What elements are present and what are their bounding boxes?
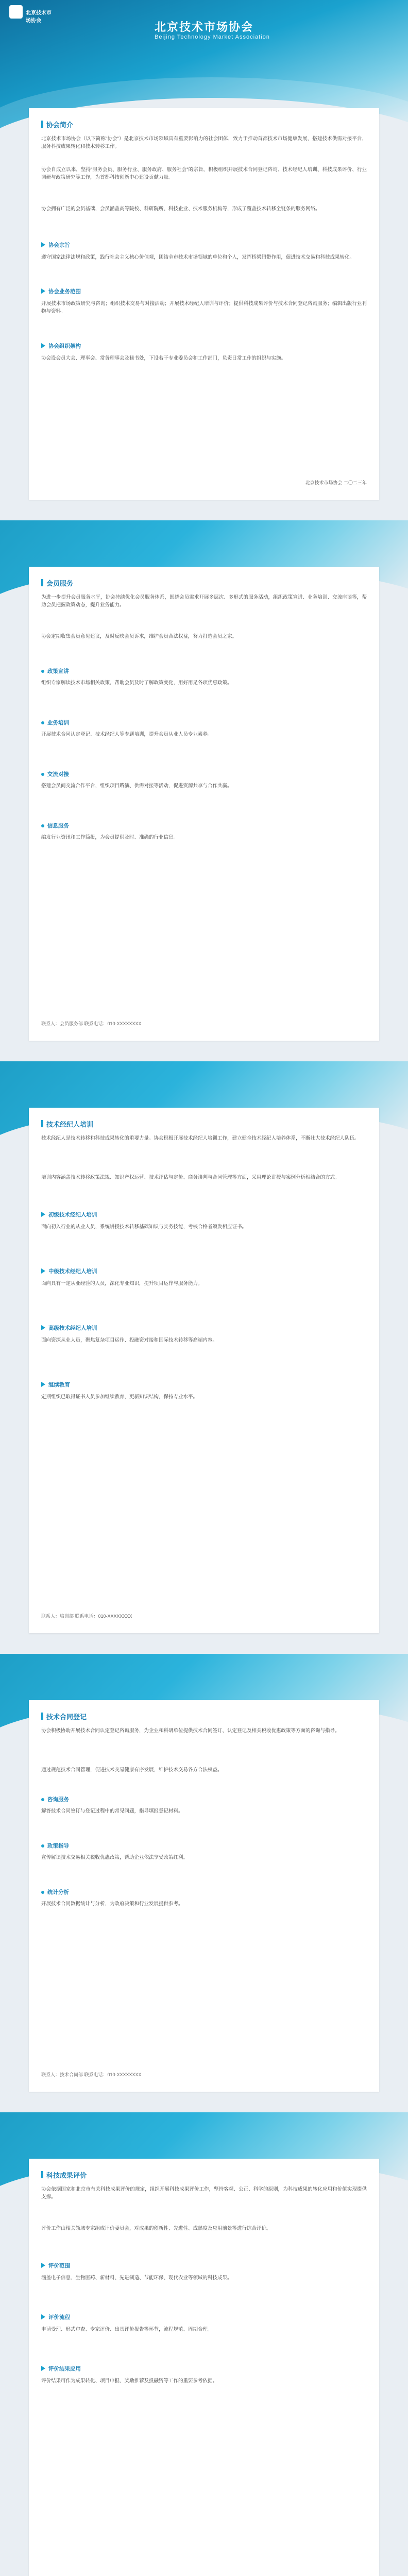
section-item-title: 业务培训 (47, 720, 69, 726)
section-contact: 联系人：培训部 联系电话：010-XXXXXXXX (41, 1614, 132, 1619)
section-item-title: 统计分析 (47, 1889, 69, 1895)
section-item-title: 评价范围 (48, 2263, 70, 2269)
section-item-text: 编发行业资讯和工作简报，为会员提供及时、准确的行业信息。 (41, 835, 179, 840)
page-title: 北京技术市场协会 (155, 21, 254, 33)
section-item-text: 面向资深从业人员，聚焦复杂项目运作、投融资对接和国际技术转移等高端内容。 (41, 1337, 218, 1343)
section-paragraph: 协会定期收集会员意见建议，及时反映会员诉求，维护会员合法权益，努力打造会员之家。 (41, 634, 237, 639)
intro-block-text: 遵守国家法律法规和政策，践行社会主义核心价值观，团结全市技术市场领域的单位和个人，发挥桥梁纽带作用，促进技术交易和科技成果转化。 (41, 255, 355, 260)
section-paragraph: 评价工作由相关领域专家组成评价委员会，对成果的创新性、先进性、成熟度及应用前景等进行综合评价。 (41, 2226, 271, 2231)
intro-paragraph: 协会自成立以来，坚持“服务会员、服务行业、服务政府、服务社会”的宗旨，积极组织开展技术合同登记咨询、技术经纪人培训、科技成果评价、行业调研与政策研究等工作，为首都科技创新中心建设贡献力量。 (41, 167, 367, 180)
section-item-text: 搭建会员间交流合作平台，组织项目路演、供需对接等活动，促进资源共享与合作共赢。 (41, 783, 232, 789)
section-paragraph: 协会积极协助开展技术合同认定登记咨询服务，为企业和科研单位提供技术合同签订、认定登记及相关税收优惠政策等方面的咨询与指导。 (41, 1728, 340, 1734)
page-subtitle: Beijing Technology Market Association (155, 34, 270, 40)
section-item-text: 评价结果可作为成果转化、项目申报、奖励推荐及投融资等工作的重要参考依据。 (41, 2378, 218, 2384)
section-card-evaluation (29, 2159, 379, 2576)
section-item-title: 评价流程 (48, 2314, 70, 2320)
section-item-title: 初级技术经纪人培训 (48, 1212, 97, 1218)
intro-paragraph: 北京技术市场协会（以下简称“协会”）是北京技术市场领域具有重要影响力的社会团体，致力于推动首都技术市场健康发展，搭建技术供需对接平台，服务科技成果转化和技术转移工作。 (41, 136, 367, 149)
intro-paragraph: 协会拥有广泛的会员基础，会员涵盖高等院校、科研院所、科技企业、技术服务机构等，形成了覆盖技术转移全链条的服务网络。 (41, 206, 320, 212)
section-title: 会员服务 (46, 580, 74, 587)
section-item-text: 开展技术合同数据统计与分析，为政府决策和行业发展提供参考。 (41, 1901, 183, 1907)
intro-card (29, 108, 379, 500)
section-item-title: 交流对接 (47, 771, 69, 777)
section-card-contract (29, 1700, 379, 2092)
section-title: 技术合同登记 (46, 1713, 87, 1721)
intro-block-title: 协会业务范围 (48, 289, 81, 295)
section-item-title: 信息服务 (47, 823, 69, 829)
section-item-text: 涵盖电子信息、生物医药、新材料、先进制造、节能环保、现代农业等领域的科技成果。 (41, 2275, 232, 2281)
section-item-text: 申请受理、形式审查、专家评价、出具评价报告等环节，流程规范、周期合理。 (41, 2327, 213, 2332)
section-paragraph: 为进一步提升会员服务水平，协会持续优化会员服务体系，围绕会员需求开展多层次、多形式的服务活动，组织政策宣讲、业务培训、交流座谈等，帮助会员把握政策动态，提升业务能力。 (41, 595, 367, 608)
intro-signature: 北京技术市场协会 二〇二三年 (305, 480, 367, 485)
intro-block-text: 开展技术市场政策研究与咨询；组织技术交易与对接活动；开展技术经纪人培训与评价；提供科技成果评价与技术合同登记咨询服务；编辑出版行业刊物与资料。 (41, 301, 367, 314)
logo: 北京技术市场协会 (9, 5, 56, 19)
section-item-title: 政策宣讲 (47, 668, 69, 674)
section-contact: 联系人：技术合同部 联系电话：010-XXXXXXXX (41, 2072, 142, 2077)
section-paragraph: 通过规范技术合同管理，促进技术交易健康有序发展，维护技术交易各方合法权益。 (41, 1767, 223, 1773)
section-item-title: 高级技术经纪人培训 (48, 1325, 97, 1331)
section-title: 技术经纪人培训 (46, 1121, 94, 1128)
section-item-text: 定期组织已取得证书人员参加继续教育，更新知识结构，保持专业水平。 (41, 1394, 198, 1400)
intro-block-text: 协会设会员大会、理事会、常务理事会及秘书处，下设若干专业委员会和工作部门，负责日常工作的组织与实施。 (41, 355, 286, 361)
section-paragraph: 培训内容涵盖技术转移政策法规、知识产权运营、技术评估与定价、商务谈判与合同管理等方面，采用理论讲授与案例分析相结合的方式。 (41, 1175, 340, 1180)
section-item-text: 开展技术合同认定登记、技术经纪人等专题培训，提升会员从业人员专业素养。 (41, 732, 213, 737)
section-item-title: 咨询服务 (47, 1797, 69, 1803)
section-item-title: 中级技术经纪人培训 (48, 1268, 97, 1275)
section-item-text: 宣传解读技术交易相关税收优惠政策，帮助企业依法享受政策红利。 (41, 1855, 189, 1860)
section-item-title: 继续教育 (48, 1382, 70, 1388)
section-item-text: 组织专家解读技术市场相关政策，帮助会员及时了解政策变化，用好用足各项优惠政策。 (41, 680, 232, 686)
section-item-title: 政策指导 (47, 1843, 69, 1849)
section-paragraph: 协会依据国家和北京市有关科技成果评价的规定，组织开展科技成果评价工作，坚持客观、公正、科学的原则，为科技成果的转化应用和价值实现提供支撑。 (41, 2187, 367, 2200)
section-contact: 联系人：会员服务部 联系电话：010-XXXXXXXX (41, 1021, 142, 1026)
section-item-text: 解答技术合同签订与登记过程中的常见问题，指导填报登记材料。 (41, 1808, 183, 1814)
section-card-broker-training (29, 1108, 379, 1633)
intro-title: 协会简介 (46, 121, 74, 129)
section-item-text: 面向初入行业的从业人员，系统讲授技术转移基础知识与实务技能，考核合格者颁发相应证书。 (41, 1224, 247, 1230)
section-item-title: 评价结果应用 (48, 2366, 81, 2372)
section-paragraph: 技术经纪人是技术转移和科技成果转化的重要力量。协会积极开展技术经纪人培训工作，建立健全技术经纪人培养体系，不断壮大技术经纪人队伍。 (41, 1136, 360, 1141)
intro-block-title: 协会宗旨 (48, 242, 70, 248)
intro-block-title: 协会组织架构 (48, 343, 81, 349)
section-item-text: 面向具有一定从业经验的人员，深化专业知识，提升项目运作与服务能力。 (41, 1281, 203, 1286)
section-card-member-service (29, 567, 379, 1041)
section-title: 科技成果评价 (46, 2172, 87, 2179)
